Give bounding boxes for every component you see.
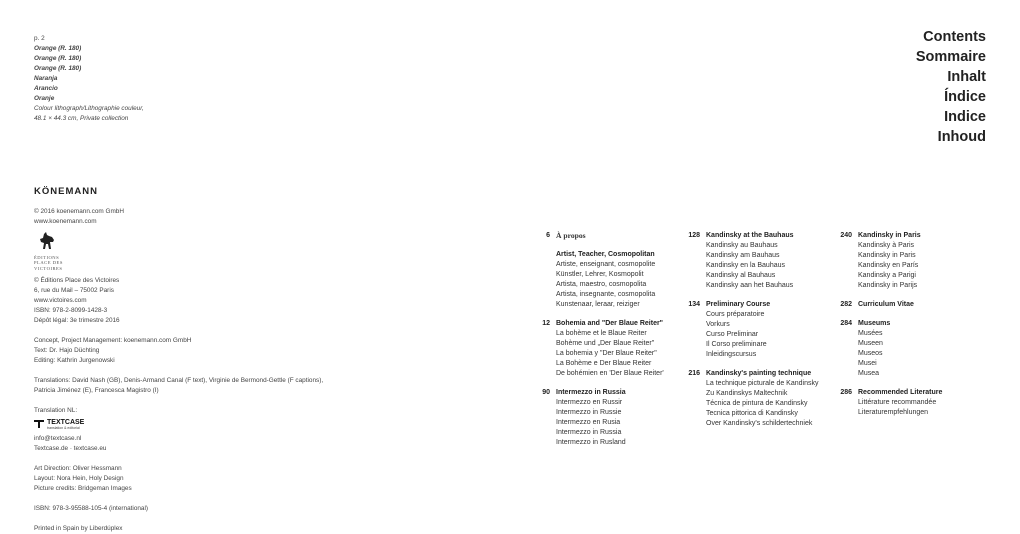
pdv-line: © Éditions Place des Victoires bbox=[34, 276, 120, 284]
toc-entry-bauhaus[interactable] bbox=[666, 231, 818, 291]
toc-entry-a-propos[interactable] bbox=[516, 231, 664, 241]
toc-subline: Artista, insegnante, cosmopolita bbox=[556, 291, 656, 298]
toc-page-number: 216 bbox=[688, 370, 700, 377]
toc-subline: Intermezzo in Russia bbox=[556, 429, 622, 436]
pdv-line: ISBN: 978-2-8099-1428-3 bbox=[34, 306, 108, 314]
translations-line: Patricia Jiménez (E), Francesca Magistro (I) bbox=[34, 386, 159, 394]
toc-subline: Tecnica pittorica di Kandinsky bbox=[706, 410, 798, 417]
imprint bbox=[34, 186, 323, 534]
toc-subline: La Bohème e Der Blaue Reiter bbox=[556, 360, 652, 367]
toc-heading: Intermezzo in Russia bbox=[556, 389, 626, 396]
toc-subline: Kandinsky à Paris bbox=[858, 242, 915, 249]
toc-entry-intermezzo[interactable] bbox=[516, 388, 664, 448]
toc-heading: À propos bbox=[556, 231, 586, 240]
publisher-name: KÖNEMANN bbox=[34, 186, 98, 197]
toc-subline: Künstler, Lehrer, Kosmopolit bbox=[556, 271, 644, 278]
toc-subline: Littérature recommandée bbox=[858, 399, 937, 406]
toc-subline: Bohème und „Der Blaue Reiter" bbox=[556, 340, 655, 347]
left-page bbox=[0, 0, 510, 532]
toc-subline: Museos bbox=[858, 350, 883, 357]
logo-text-line: PLACE DES bbox=[34, 260, 63, 266]
toc-entry-literature[interactable] bbox=[818, 388, 942, 418]
toc-subline: Técnica de pintura de Kandinsky bbox=[706, 400, 808, 407]
toc-subline: Kandinsky aan het Bauhaus bbox=[706, 282, 794, 289]
toc-page-number: 282 bbox=[840, 301, 852, 308]
credit-line: Text: Dr. Hajo Düchting bbox=[34, 346, 100, 354]
printed-line: Printed in Spain by Liberdúplex bbox=[34, 524, 123, 532]
credit-line: Editing: Kathrin Jurgenowski bbox=[34, 356, 115, 364]
toc-heading: Artist, Teacher, Cosmopolitan bbox=[556, 251, 655, 258]
horse-rider-icon bbox=[34, 230, 60, 250]
toc-subline: Kandinsky in Paris bbox=[858, 252, 916, 259]
toc-page-number: 134 bbox=[688, 301, 700, 308]
toc-subline: Zu Kandinskys Maltechnik bbox=[706, 390, 788, 397]
toc-heading: Recommended Literature bbox=[858, 389, 943, 396]
toc-subline: Intermezzo in Russie bbox=[556, 409, 622, 416]
toc-subline: La bohemia y "Der Blaue Reiter" bbox=[556, 350, 657, 357]
toc-page-number: 284 bbox=[840, 320, 852, 327]
pdv-line: 6, rue du Mail – 75002 Paris bbox=[34, 286, 114, 294]
copyright: © 2016 koenemann.com GmbH bbox=[34, 208, 124, 215]
toc-heading: Bohemia and "Der Blaue Reiter" bbox=[556, 320, 663, 327]
design-line: Picture credits: Bridgeman Images bbox=[34, 484, 132, 492]
textcase-logo-subtext: translation & editorial bbox=[47, 425, 80, 430]
caption-line: Orange (R. 180) bbox=[34, 55, 82, 62]
toc-subline: Over Kandinsky's schildertechniek bbox=[706, 420, 813, 427]
title-inhoud: Inhoud bbox=[937, 129, 986, 145]
caption bbox=[34, 34, 144, 124]
toc-heading: Museums bbox=[858, 320, 891, 327]
textcase-logo-text: TEXTCASE bbox=[47, 418, 85, 426]
contents-titles bbox=[916, 27, 986, 147]
title-contents: Contents bbox=[923, 29, 986, 45]
toc-heading: Kandinsky in Paris bbox=[858, 232, 921, 239]
logo-text-line: ÉDITIONS bbox=[34, 255, 60, 260]
toc-entry-cv[interactable] bbox=[818, 300, 942, 310]
toc-page-number: 6 bbox=[546, 232, 550, 239]
toc-subline: Literaturempfehlungen bbox=[858, 409, 929, 416]
toc-column-2 bbox=[666, 231, 818, 438]
toc-subline: Il Corso preliminare bbox=[706, 341, 767, 348]
toc-page-number bbox=[516, 250, 556, 310]
translations-line: Translations: David Nash (GB), Denis-Armand Canal (F text), Virginie de Bermond-Gettle (F captions), bbox=[34, 376, 324, 384]
toc-entry-museums[interactable] bbox=[818, 319, 942, 379]
design-line: Art Direction: Oliver Hessmann bbox=[34, 464, 122, 472]
title-indice-es: Índice bbox=[944, 89, 986, 105]
caption-dimensions: 48.1 × 44.3 cm, Private collection bbox=[34, 115, 129, 122]
toc-column-3 bbox=[818, 231, 942, 427]
logo-text-line: VICTOIRES bbox=[34, 265, 63, 271]
toc-page-number: 286 bbox=[840, 389, 852, 396]
toc-subline: Intermezzo in Rusland bbox=[556, 439, 626, 446]
toc-column-1 bbox=[516, 231, 664, 457]
pdv-line: Dépôt légal: 3e trimestre 2016 bbox=[34, 316, 120, 324]
caption-line: Arancio bbox=[34, 85, 58, 92]
toc-subline: Vorkurs bbox=[706, 321, 730, 328]
toc-subline: Kandinsky al Bauhaus bbox=[706, 272, 776, 279]
toc-entry-technique[interactable] bbox=[666, 369, 818, 429]
toc-subline: Kunstenaar, leraar, reiziger bbox=[556, 301, 640, 308]
pdv-line: www.victoires.com bbox=[34, 296, 87, 304]
toc-subline: Kandinsky au Bauhaus bbox=[706, 242, 778, 249]
caption-line: Naranja bbox=[34, 75, 58, 82]
toc-subline: Kandinsky en la Bauhaus bbox=[706, 262, 785, 269]
caption-line: Oranje bbox=[34, 95, 55, 102]
textcase-icon bbox=[34, 420, 44, 428]
toc-page-number: 240 bbox=[840, 232, 852, 239]
toc-entry-artist[interactable] bbox=[516, 250, 664, 310]
toc-page-number: 12 bbox=[542, 320, 550, 327]
title-inhalt: Inhalt bbox=[947, 69, 986, 85]
right-page bbox=[510, 0, 1020, 510]
toc-subline: Inleidingscursus bbox=[706, 351, 757, 358]
caption-line: Orange (R. 180) bbox=[34, 45, 82, 52]
toc-heading: Curriculum Vitae bbox=[858, 301, 914, 308]
toc-page-number: 90 bbox=[542, 389, 550, 396]
design-line: Layout: Nora Hein, Holy Design bbox=[34, 474, 124, 482]
title-sommaire: Sommaire bbox=[915, 49, 986, 65]
toc-subline: Kandinsky en París bbox=[858, 262, 919, 269]
toc-subline: Musées bbox=[858, 330, 883, 337]
textcase-logo bbox=[34, 419, 323, 430]
toc-entry-bohemia[interactable] bbox=[516, 319, 664, 379]
website: www.koenemann.com bbox=[34, 218, 97, 225]
toc-subline: Kandinsky in Parijs bbox=[858, 282, 918, 289]
toc-subline: La technique picturale de Kandinsky bbox=[706, 380, 819, 387]
toc-subline: De bohémien en 'Der Blaue Reiter' bbox=[556, 370, 664, 377]
textcase-line: info@textcase.nl bbox=[34, 434, 82, 442]
isbn: ISBN: 978-3-95588-105-4 (international) bbox=[34, 504, 149, 512]
toc-subline: Artista, maestro, cosmopolita bbox=[556, 281, 647, 288]
credit-line: Concept, Project Management: koenemann.com GmbH bbox=[34, 336, 192, 344]
caption-line: Orange (R. 180) bbox=[34, 65, 82, 72]
caption-medium: Colour lithograph/Lithographie couleur, bbox=[34, 105, 144, 112]
toc-subline: Kandinsky a Parigi bbox=[858, 272, 916, 279]
toc-subline: Intermezzo en Rusia bbox=[556, 419, 621, 426]
toc-subline: Artiste, enseignant, cosmopolite bbox=[556, 261, 656, 268]
toc-subline: Museen bbox=[858, 340, 883, 347]
toc-subline: Musei bbox=[858, 360, 877, 367]
caption-page-ref: p. 2 bbox=[34, 35, 45, 42]
toc-heading: Preliminary Course bbox=[706, 301, 771, 308]
toc-entry-paris[interactable] bbox=[818, 231, 942, 291]
title-indice-it: Indice bbox=[944, 109, 986, 125]
textcase-line: Textcase.de · textcase.eu bbox=[34, 444, 107, 452]
editions-place-des-victoires-logo bbox=[34, 230, 323, 271]
toc-page-number: 128 bbox=[688, 232, 700, 239]
toc-subline: Cours préparatoire bbox=[706, 311, 765, 318]
toc-entry-preliminary[interactable] bbox=[666, 300, 818, 360]
toc-subline: La bohème et le Blaue Reiter bbox=[556, 330, 647, 337]
toc-subline: Musea bbox=[858, 370, 880, 377]
toc-heading: Kandinsky's painting technique bbox=[706, 370, 812, 377]
translation-nl: Translation NL: bbox=[34, 406, 78, 414]
toc-subline: Intermezzo en Russir bbox=[556, 399, 623, 406]
toc-subline: Kandinsky am Bauhaus bbox=[706, 252, 780, 259]
toc-heading: Kandinsky at the Bauhaus bbox=[706, 232, 794, 239]
toc-subline: Curso Preliminar bbox=[706, 331, 759, 338]
